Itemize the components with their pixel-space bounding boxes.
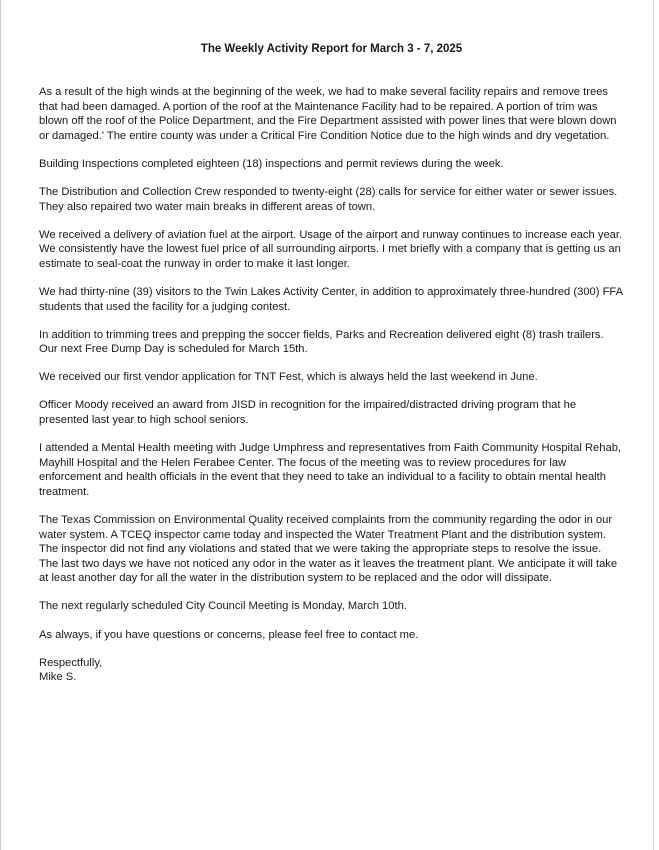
paragraph-airport: We received a delivery of aviation fuel at the airport. Usage of the airport and runway continues to increase each year. We consistently have the lowest fuel price of all surrounding airports. I met briefly with a company that is getting us an estimate to seal-coat the runway in order to make it last longer. [39,228,623,270]
page-edge-left [0,0,1,850]
paragraph-officer-award: Officer Moody received an award from JISD in recognition for the impaired/distracted driving program that he presented last year to high school seniors. [39,399,577,426]
closing-salutation: Respectfully, [39,656,103,669]
paragraph-council-meeting: The next regularly scheduled City Council Meeting is Monday, March 10th. [39,600,407,613]
document-body [39,42,623,685]
paragraph-contact: As always, if you have questions or concerns, please feel free to contact me. [39,628,419,641]
paragraph-high-winds: As a result of the high winds at the beginning of the week, we had to make several facility repairs and remove trees that had been damaged. A portion of the roof at the Maintenance Facility had to be repaired. A portion of trim was blown off the roof of the Police Department, and the Fire Department assisted with power lines that were blown down or damaged.' The entire county was under a Critical Fire Condition Notice due to the high winds and dry vegetation. [39,86,617,142]
paragraph-mental-health: I attended a Mental Health meeting with Judge Umphress and representatives from Faith Community Hospital Rehab, Mayhill Hospital and the Helen Ferabee Center. The focus of the meeting was to review procedures for law enforcement and health officials in the event that they need to take an individual to a facility to obtain mental health treatment. [39,442,622,498]
page-edge-right [653,0,654,850]
paragraph-activity-center: We had thirty-nine (39) visitors to the Twin Lakes Activity Center, in addition to approximately three-hundred (300) FFA students that used the facility for a judging contest. [39,285,623,313]
report-title: The Weekly Activity Report for March 3 - 7, 2025 [200,43,463,55]
paragraph-parks-recreation: In addition to trimming trees and prepping the soccer fields, Parks and Recreation delivered eight (8) trash trailers. Our next Free Dump Day is scheduled for March 15th. [39,328,604,356]
paragraph-tnt-fest: We received our first vendor application for TNT Fest, which is always held the last weekend in June. [39,371,538,384]
paragraph-building-inspections: Building Inspections completed eighteen (18) inspections and permit reviews during the week. [39,157,504,170]
paragraph-distribution-crew: The Distribution and Collection Crew responded to twenty-eight (28) calls for service for either water or sewer issues. They also repaired two water main breaks in different areas of town. [39,185,618,213]
paragraph-tceq: The Texas Commission on Environmental Quality received complaints from the community regarding the odor in our water system. A TCEQ inspector came today and inspected the Water Treatment Plant and the distribution system. The inspector did not find any violations and stated that we were taking the appropriate steps to resolve the issue. The last two days we have not noticed any odor in the water as it leaves the treatment plant. We anticipate it will take at least another day for all the water in the distribution system to be replaced and the odor will dissipate. [39,513,618,585]
signature: Mike S. [39,671,77,684]
